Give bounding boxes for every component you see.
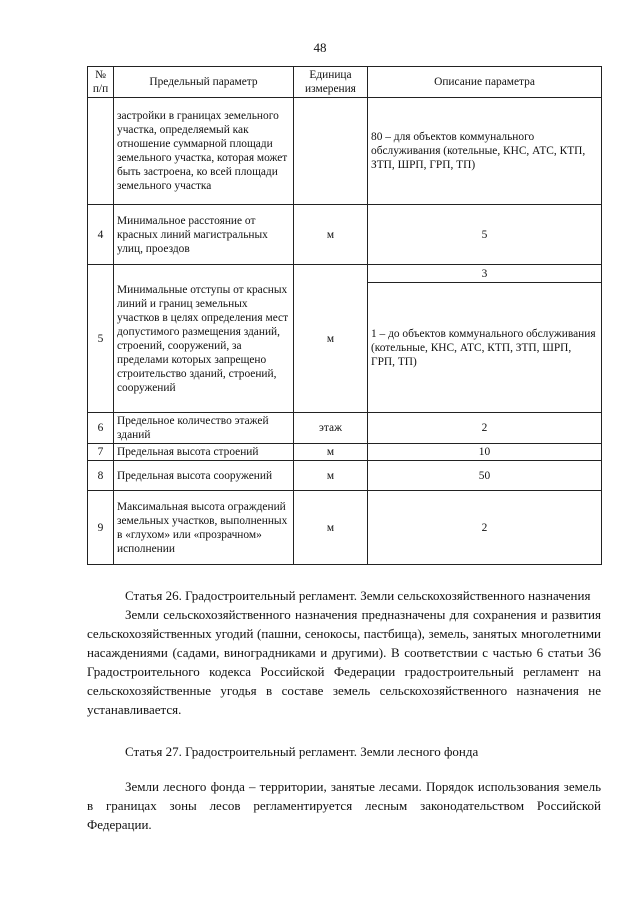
row-unit — [294, 98, 368, 205]
table-row — [88, 413, 602, 444]
table-header-row — [88, 67, 602, 98]
table-row — [88, 98, 602, 205]
table-row — [88, 205, 602, 265]
row-num: 7 — [88, 444, 114, 461]
table-row — [88, 491, 602, 565]
row-unit: этаж — [294, 413, 368, 444]
article-26 — [87, 586, 601, 719]
row-param: Предельная высота сооружений — [114, 461, 294, 491]
table-row — [88, 444, 602, 461]
row-unit: м — [294, 265, 368, 413]
parameters-table — [87, 66, 602, 565]
row-param: Минимальное расстояние от красных линий магистральных улиц, проездов — [114, 205, 294, 265]
row-num: 5 — [88, 265, 114, 413]
row-desc: 2 — [368, 491, 602, 565]
article-27 — [87, 742, 601, 834]
row-param: застройки в границах земельного участка, определяемый как отношение суммарной площади земельного участка, которая может быть застроена, ко всей площади земельного участка — [114, 98, 294, 205]
header-unit: Единица измерения — [294, 67, 368, 98]
header-num: № п/п — [88, 67, 114, 98]
article-27-title: Статья 27. Градостроительный регламент. Земли лесного фонда — [125, 744, 479, 759]
row-desc: 2 — [368, 413, 602, 444]
row-desc-b: 1 – до объектов коммунального обслуживания (котельные, КНС, АТС, КТП, ЗТП, ШРП, ГРП, ТП) — [368, 283, 602, 413]
row-param: Предельное количество этажей зданий — [114, 413, 294, 444]
row-num: 6 — [88, 413, 114, 444]
table-row — [88, 265, 602, 283]
row-unit: м — [294, 444, 368, 461]
row-desc: 50 — [368, 461, 602, 491]
article-26-title: Статья 26. Градостроительный регламент. Земли сельскохозяйственного назначения — [125, 588, 591, 603]
row-num: 8 — [88, 461, 114, 491]
row-desc: 5 — [368, 205, 602, 265]
header-desc: Описание параметра — [368, 67, 602, 98]
row-desc: 10 — [368, 444, 602, 461]
header-param: Предельный параметр — [114, 67, 294, 98]
row-num — [88, 98, 114, 205]
row-unit: м — [294, 491, 368, 565]
article-27-body: Земли лесного фонда – территории, занятые лесами. Порядок использования земель в границах зоны лесов регламентируется лесным законодательством Российской Федерации. — [87, 779, 601, 832]
row-num: 9 — [88, 491, 114, 565]
article-26-body: Земли сельскохозяйственного назначения предназначены для сохранения и развития сельскохозяйственных угодий (пашни, сенокосы, пастбища), земель, занятых многолетними насаждениями (садами, виноградниками и другими). В соответствии с частью 6 статьи 36 Градостроительного кодекса Российской Федерации градостроительный регламент на сельскохозяйственные угодья в составе земель сельскохозяйственного назначения не устанавливается. — [87, 607, 601, 717]
row-desc-a: 3 — [368, 265, 602, 283]
row-desc: 80 – для объектов коммунального обслуживания (котельные, КНС, АТС, КТП, ЗТП, ШРП, ГРП, ТП) — [368, 98, 602, 205]
row-unit: м — [294, 461, 368, 491]
table-row — [88, 461, 602, 491]
page-number: 48 — [313, 40, 327, 55]
row-param: Максимальная высота ограждений земельных участков, выполненных в «глухом» или «прозрачном» исполнении — [114, 491, 294, 565]
row-num: 4 — [88, 205, 114, 265]
row-param: Предельная высота строений — [114, 444, 294, 461]
row-param: Минимальные отступы от красных линий и границ земельных участков в целях определения мест допустимого размещения зданий, строений, сооружений, за пределами которых запрещено строительство зданий, строений, сооружений — [114, 265, 294, 413]
row-unit: м — [294, 205, 368, 265]
